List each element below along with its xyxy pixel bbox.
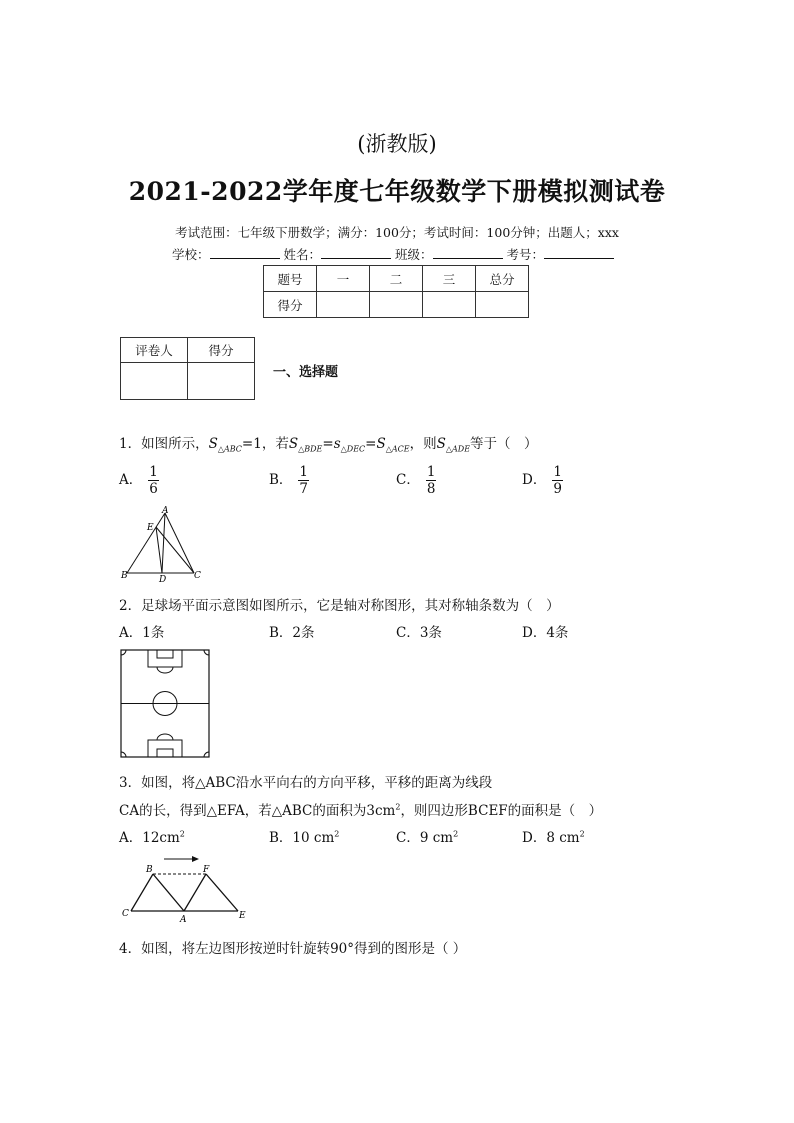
q2-option-d[interactable]: D．4条 — [522, 625, 569, 641]
q3-text: CA的长，得到△EFA，若△ABC的面积为3cm — [119, 803, 396, 819]
q3-option-a[interactable] — [119, 826, 185, 846]
question-3-line-2 — [119, 799, 602, 819]
label-B: B — [121, 571, 128, 581]
score-cell[interactable] — [370, 292, 423, 318]
label-A: A — [162, 506, 169, 516]
label-D: D — [159, 575, 167, 585]
q1-symbol: s — [333, 436, 341, 452]
grader-header-cell: 得分 — [188, 338, 255, 363]
option-letter: D． — [522, 472, 547, 488]
q1-text: ，则 — [409, 436, 437, 452]
q1-option-b[interactable] — [269, 464, 309, 497]
score-header-cell: 三 — [423, 266, 476, 292]
denominator: 8 — [426, 481, 436, 497]
section-heading: 一、选择题 — [273, 365, 339, 380]
fraction — [426, 464, 437, 497]
q1-lead: 1．如图所示， — [119, 436, 209, 452]
denominator: 9 — [553, 481, 562, 497]
score-cell[interactable] — [476, 292, 529, 318]
school-label: 学校： — [172, 247, 210, 262]
q1-option-c[interactable] — [396, 464, 436, 497]
grader-cell[interactable] — [188, 363, 255, 400]
page-title: 2021-2022学年度七年级数学下册模拟测试卷 — [128, 177, 666, 206]
q2-option-c[interactable]: C．3条 — [396, 625, 442, 641]
option-letter: A． — [119, 472, 143, 488]
denominator: 6 — [149, 481, 158, 497]
option-sup: 2 — [453, 829, 459, 839]
grader-header-row — [121, 338, 255, 363]
q1-subscript: △BDE — [298, 444, 323, 454]
grader-table — [120, 337, 255, 400]
q1-symbol: S — [436, 436, 446, 452]
question-3-line-1: 3．如图，将△ABC沿水平向右的方向平移，平移的距离为线段 — [119, 775, 493, 791]
numerator: 1 — [299, 464, 309, 480]
label-C: C — [194, 571, 201, 581]
q1-subscript: △ADE — [445, 444, 471, 454]
class-label: 班级： — [395, 247, 433, 262]
fraction — [148, 464, 159, 497]
score-row-label: 得分 — [264, 292, 317, 318]
question-1 — [119, 432, 538, 454]
label-E: E — [147, 523, 154, 533]
class-field[interactable] — [433, 244, 503, 259]
option-sup: 2 — [334, 829, 340, 839]
numerator: 1 — [149, 464, 158, 480]
q1-text: = — [365, 436, 377, 452]
option-letter: B． — [269, 472, 293, 488]
question-2: 2．足球场平面示意图如图所示，它是轴对称图形，其对称轴条数为（ ） — [119, 598, 560, 614]
q1-option-d[interactable] — [522, 464, 563, 497]
q3-sup: 2 — [395, 802, 401, 812]
question-4: 4．如图，将左边图形按逆时针旋转90°得到的图形是（ ） — [119, 941, 467, 957]
student-info-row — [172, 244, 614, 263]
q3-option-d[interactable] — [522, 826, 585, 846]
number-label: 考号： — [506, 247, 545, 262]
score-cell[interactable] — [423, 292, 476, 318]
score-table — [263, 265, 529, 318]
numerator: 1 — [553, 464, 562, 480]
grader-header-cell: 评卷人 — [121, 338, 188, 363]
school-field[interactable] — [210, 244, 280, 259]
q1-symbol: S — [288, 436, 299, 452]
q3-option-b[interactable] — [269, 826, 339, 846]
option-letter: C． — [396, 472, 420, 488]
name-label: 姓名： — [283, 247, 322, 262]
q1-text: =1，若 — [241, 436, 289, 452]
numerator: 1 — [426, 464, 436, 480]
label-E: E — [239, 911, 246, 921]
q3-option-c[interactable] — [396, 826, 458, 846]
grader-cell[interactable] — [121, 363, 188, 400]
q2-option-a[interactable]: A．1条 — [119, 625, 165, 641]
score-header-cell: 总分 — [476, 266, 529, 292]
score-header-cell: 二 — [370, 266, 423, 292]
grader-value-row — [121, 363, 255, 400]
q1-triangle-figure — [118, 505, 208, 585]
q1-text: 等于（ ） — [470, 436, 538, 452]
option-text: A．12cm — [119, 830, 180, 846]
option-text: D．8 cm — [522, 830, 580, 846]
soccer-field-figure — [120, 649, 211, 759]
option-sup: 2 — [179, 829, 185, 839]
fraction — [552, 464, 563, 497]
score-cell[interactable] — [317, 292, 370, 318]
q3-translation-figure — [118, 850, 258, 925]
name-field[interactable] — [321, 244, 391, 259]
label-B: B — [146, 865, 153, 875]
exam-info: 考试范围：七年级下册数学；满分：100分；考试时间：100分钟；出题人；xxx — [175, 225, 619, 240]
q1-subscript: △ABC — [217, 444, 242, 454]
option-sup: 2 — [579, 829, 585, 839]
option-text: C．9 cm — [396, 830, 454, 846]
q3-text: ，则四边形BCEF的面积是（ ） — [400, 803, 603, 819]
score-header-cell: 一 — [317, 266, 370, 292]
fraction — [298, 464, 309, 497]
number-field[interactable] — [544, 244, 614, 259]
edition-label: (浙教版) — [357, 132, 437, 156]
q1-symbol: S — [208, 436, 218, 452]
option-text: B．10 cm — [269, 830, 335, 846]
label-C: C — [122, 909, 129, 919]
q1-option-a[interactable] — [119, 464, 159, 497]
q1-text: = — [322, 436, 334, 452]
q2-option-b[interactable]: B．2条 — [269, 625, 315, 641]
q1-subscript: △DEC — [340, 444, 366, 454]
q1-subscript: △ACE — [385, 444, 410, 454]
label-F: F — [203, 865, 210, 875]
q1-symbol: S — [376, 436, 386, 452]
label-A: A — [180, 915, 187, 925]
denominator: 7 — [299, 481, 309, 497]
score-header-cell: 题号 — [264, 266, 317, 292]
score-header-row — [264, 266, 529, 292]
score-value-row — [264, 292, 529, 318]
